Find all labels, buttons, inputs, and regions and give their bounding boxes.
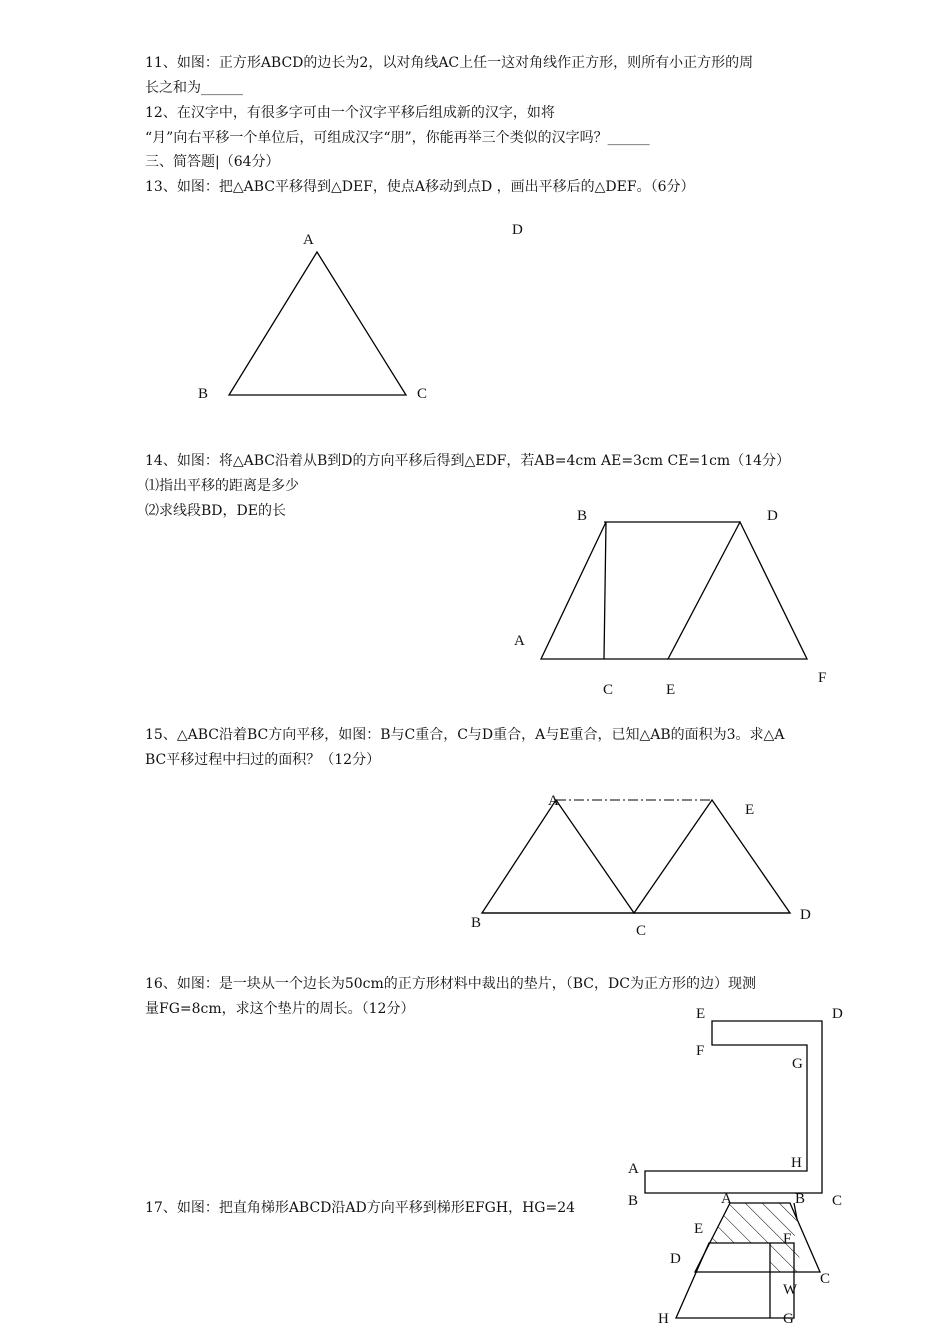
q17-text: 17、如图：把直角梯形ABCD沿AD方向平移到梯形EFGH，HG=24 bbox=[145, 1200, 576, 1216]
q15-line1: 15、△ABC沿着BC方向平移，如图：B与C重合，C与D重合，A与E重合，已知△AB的面积为3。求△A bbox=[145, 727, 785, 743]
fig16-label-b: B bbox=[628, 1193, 639, 1209]
fig15-label-c: C bbox=[636, 923, 647, 939]
q14-sub2: ⑵求线段BD，DE的长 bbox=[145, 503, 286, 519]
fig16-label-c: C bbox=[832, 1193, 843, 1209]
fig13-label-a: A bbox=[303, 232, 314, 248]
q14-sub1: ⑴指出平移的距离是多少 bbox=[145, 478, 299, 494]
fig17-label-b: B bbox=[795, 1191, 806, 1207]
fig16-label-f: F bbox=[696, 1043, 705, 1059]
fig15-label-e: E bbox=[745, 802, 755, 818]
fig17-label-a: A bbox=[721, 1191, 732, 1207]
fig17-label-h: H bbox=[658, 1311, 669, 1327]
fig15-label-b: B bbox=[471, 915, 482, 931]
q12-line2: “月”向右平移一个单位后，可组成汉字“朋”，你能再举三个类似的汉字吗？______ bbox=[145, 130, 650, 146]
fig16-label-e: E bbox=[696, 1006, 706, 1022]
fig14-label-c: C bbox=[603, 682, 614, 698]
fig14-label-a: A bbox=[514, 633, 525, 649]
fig17-label-g: G bbox=[783, 1311, 794, 1327]
q16-line2: 量FG=8cm，求这个垫片的周长。（12分） bbox=[145, 1001, 415, 1017]
fig17-label-d: D bbox=[670, 1251, 681, 1267]
fig16-label-a: A bbox=[628, 1161, 639, 1177]
fig17-label-w: W bbox=[783, 1282, 798, 1298]
fig15-label-d: D bbox=[800, 907, 811, 923]
fig16-label-d: D bbox=[832, 1006, 843, 1022]
fig14-label-d: D bbox=[767, 508, 778, 524]
fig14-label-f: F bbox=[818, 670, 827, 686]
q11-line2: 长之和为______ bbox=[145, 80, 243, 96]
fig14-label-e: E bbox=[666, 682, 676, 698]
fig17-label-c: C bbox=[820, 1271, 831, 1287]
fig13-label-c: C bbox=[417, 386, 428, 402]
q15-line2: BC平移过程中扫过的面积？（12分） bbox=[145, 752, 381, 768]
q14-text: 14、如图：将△ABC沿着从B到D的方向平移后得到△EDF，若AB=4cm AE=3cm CE=1cm（14分） bbox=[145, 453, 791, 469]
fig17-label-e: E bbox=[694, 1221, 704, 1237]
fig13-label-d: D bbox=[512, 222, 523, 238]
fig14-label-b: B bbox=[577, 508, 588, 524]
section-heading: 三、简答题|（64分） bbox=[145, 154, 280, 170]
fig16-label-h: H bbox=[791, 1155, 802, 1171]
q11-line1: 11、如图：正方形ABCD的边长为2，以对角线AC上任一这对角线作正方形，则所有小正方形的周 bbox=[145, 55, 754, 71]
q13-text: 13、如图：把△ABC平移得到△DEF，使点A移动到点D ，画出平移后的△DEF。（6分） bbox=[145, 179, 695, 195]
fig15-label-a: A bbox=[548, 793, 559, 809]
q12-line1: 12、在汉字中，有很多字可由一个汉字平移后组成新的汉字，如将 bbox=[145, 105, 555, 121]
fig16-label-g: G bbox=[792, 1056, 803, 1072]
q16-line1: 16、如图：是一块从一个边长为50cm的正方形材料中裁出的垫片，（BC，DC为正方形的边）现测 bbox=[145, 976, 756, 992]
fig17-label-f: F bbox=[783, 1231, 792, 1247]
fig13-label-b: B bbox=[198, 386, 209, 402]
